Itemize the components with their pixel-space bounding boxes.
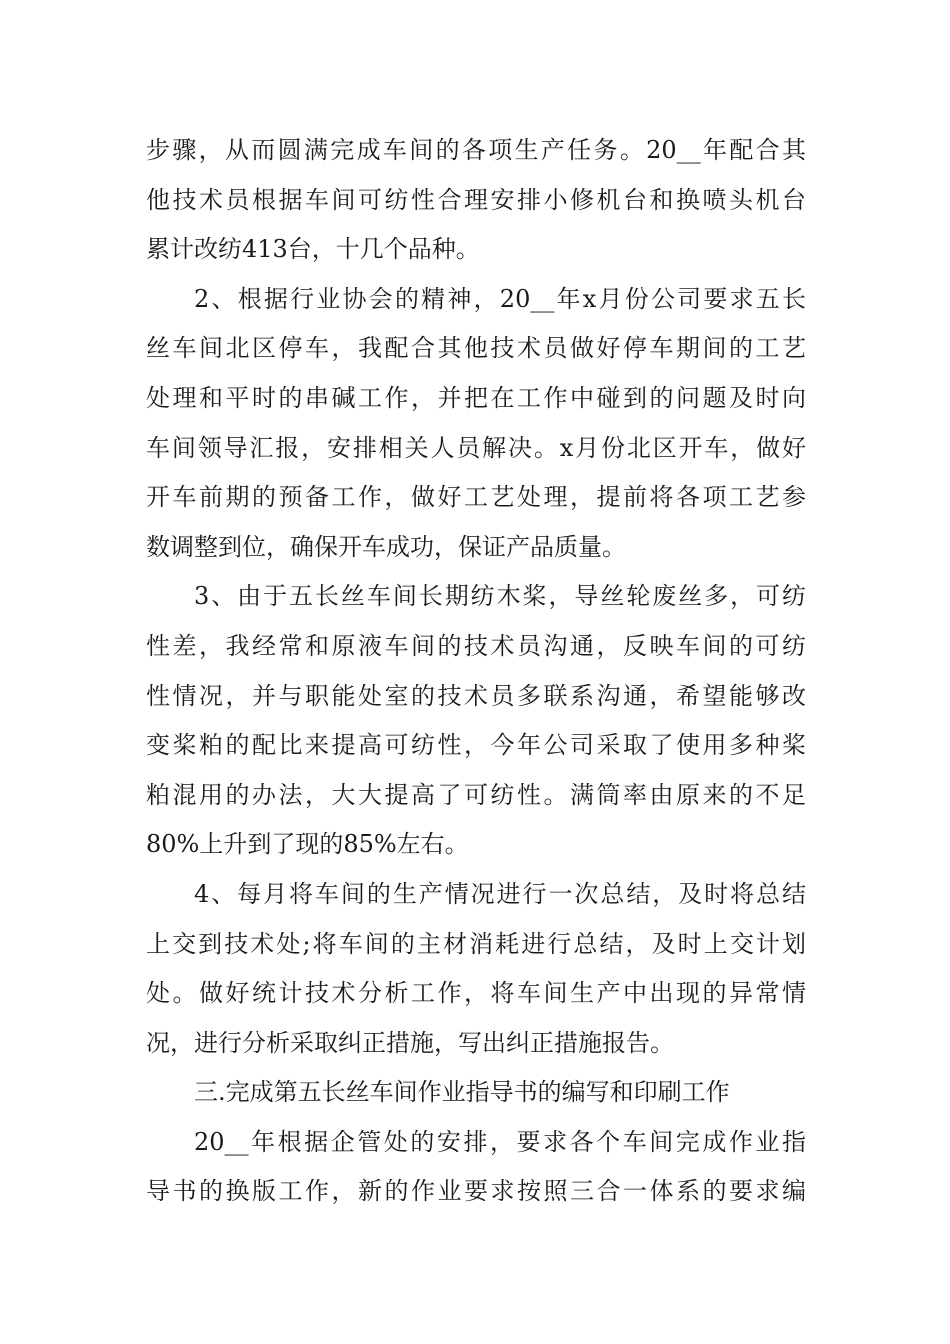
text-line: 开车前期的预备工作，做好工艺处理，提前将各项工艺参 (146, 483, 806, 512)
text-line: 处。做好统计技术分析工作，将车间生产中出现的异常情 (146, 979, 806, 1008)
text-line: 性情况，并与职能处室的技术员多联系沟通，希望能够改 (146, 681, 806, 710)
text-line: 他技术员根据车间可纺性合理安排小修机台和换喷头机台 (146, 185, 806, 214)
text-line: 车间领导汇报，安排相关人员解决。x月份北区开车，做好 (146, 433, 806, 462)
section-heading: 三.完成第五长丝车间作业指导书的编写和印刷工作 (194, 1078, 730, 1107)
text-line: 累计改纺413台，十几个品种。 (146, 235, 480, 264)
text-line: 粕混用的办法，大大提高了可纺性。满筒率由原来的不足 (146, 780, 806, 809)
paragraph-3-start: 3、由于五长丝车间长期纺木桨，导丝轮废丝多，可纺 (194, 582, 806, 611)
text-line: 处理和平时的串碱工作，并把在工作中碰到的问题及时向 (146, 383, 806, 412)
paragraph-2-start: 2、根据行业协会的精神，20__年x月份公司要求五长 (194, 284, 806, 313)
text-line: 步骤，从而圆满完成车间的各项生产任务。20__年配合其 (146, 136, 806, 164)
paragraph-4-start: 4、每月将车间的生产情况进行一次总结，及时将总结 (194, 879, 806, 908)
paragraph-5-start: 20__年根据企管处的安排，要求各个车间完成作业指 (194, 1127, 806, 1156)
text-line: 变桨粕的配比来提高可纺性，今年公司采取了使用多种桨 (146, 731, 806, 760)
text-line: 数调整到位，确保开车成功，保证产品质量。 (146, 532, 626, 561)
text-line: 上交到技术处;将车间的主材消耗进行总结，及时上交计划 (146, 929, 806, 958)
text-line: 况，进行分析采取纠正措施，写出纠正措施报告。 (146, 1028, 674, 1057)
text-line: 导书的换版工作，新的作业要求按照三合一体系的要求编 (146, 1177, 806, 1206)
text-line: 丝车间北区停车，我配合其他技术员做好停车期间的工艺 (146, 334, 806, 363)
document-body (146, 126, 806, 1217)
text-line: 性差，我经常和原液车间的技术员沟通，反映车间的可纺 (146, 631, 806, 660)
text-line: 80%上升到了现的85%左右。 (146, 830, 469, 859)
